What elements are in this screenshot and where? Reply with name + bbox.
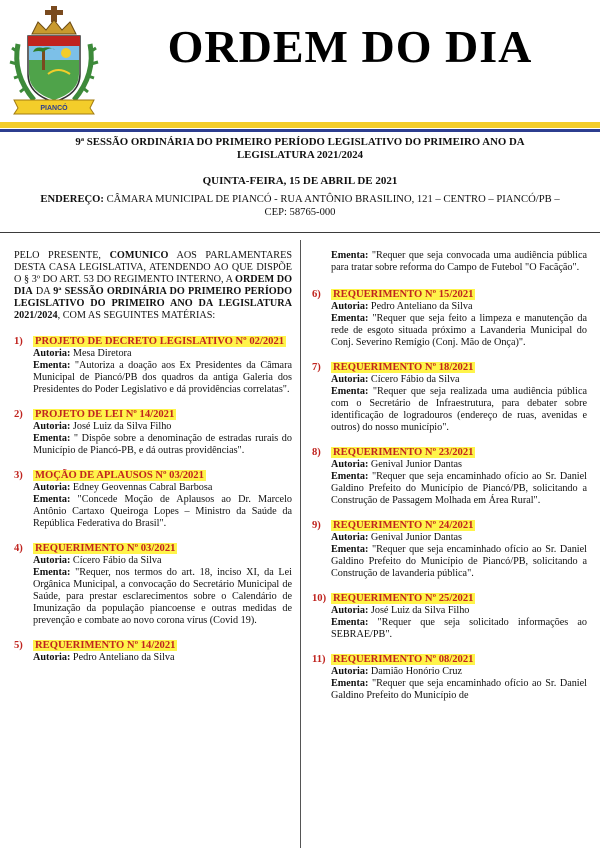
intro-text-1: PELO PRESENTE, xyxy=(14,250,110,261)
intro-paragraph xyxy=(14,250,292,322)
intro-text-4: ORDEM DO DIA xyxy=(14,274,292,297)
address-text: CÂMARA MUNICIPAL DE PIANCÓ - RUA ANTÔNIO BRASILINO, 121 – CENTRO – PIANCÓ/PB – CEP: 58765-000 xyxy=(106,194,560,218)
item-summary: Ementa: "Requer que seja feito a limpeza e manutenção da rede de esgoto situada próximo a Lavanderia Municipal do Conj. Severino Remígio (Conj. Mão de Onça)". xyxy=(331,313,587,348)
right-column xyxy=(312,250,587,714)
agenda-item xyxy=(312,519,587,580)
session-address xyxy=(40,193,560,219)
municipal-crest xyxy=(8,4,100,116)
intro-text-2: COMUNICO xyxy=(109,250,169,261)
item-title: PROJETO DE DECRETO LEGISLATIVO Nº 02/2021 xyxy=(35,336,285,347)
address-label: ENDEREÇO: xyxy=(40,194,104,205)
item-title: PROJETO DE LEI Nº 14/2021 xyxy=(35,409,175,420)
item-author: Autoria: Damião Honório Cruz xyxy=(331,666,463,677)
item-author: Autoria: Pedro Anteliano da Silva xyxy=(331,301,473,312)
item-number: 7) xyxy=(312,362,321,373)
item-summary: Ementa: "Concede Moção de Aplausos ao Dr. Marcelo Antônio Cartaxo Queiroga Lopes – Ministro da Saúde da República Federativa do Brasil". xyxy=(33,494,292,529)
agenda-item xyxy=(312,446,587,507)
session-heading: 9ª SESSÃO ORDINÁRIA DO PRIMEIRO PERÍODO LEGISLATIVO DO PRIMEIRO ANO DA LEGISLATURA 2021/2024 xyxy=(75,136,525,161)
item-summary: Ementa: "Requer que seja encaminhado ofício ao Sr. Daniel Galdino Prefeito do Município de Piancó/PB, solicitando a Construção de lavanderia pública". xyxy=(331,544,587,579)
item-title: REQUERIMENTO Nº 14/2021 xyxy=(35,640,176,651)
item-author: Autoria: José Luiz da Silva Filho xyxy=(331,605,470,616)
intro-text-7: , COM AS SEGUINTES MATÉRIAS: xyxy=(57,310,216,321)
item-number: 2) xyxy=(14,409,23,420)
item-summary: Ementa: "Requer que seja solicitado informações ao SEBRAE/PB". xyxy=(331,617,587,640)
item-title: REQUERIMENTO Nº 03/2021 xyxy=(35,543,176,554)
agenda-item xyxy=(312,288,587,349)
item-title: MOÇÃO DE APLAUSOS Nº 03/2021 xyxy=(35,470,204,481)
item-summary: Ementa: "Requer que seja convocada uma audiência pública para tratar sobre reforma do Campo de Futebol "O Facãção". xyxy=(331,250,588,273)
item-author: Autoria: José Luiz da Silva Filho xyxy=(33,421,172,432)
intro-text-3: AOS PARLAMENTARES DESTA CASA LEGISLATIVA, ATENDENDO AO QUE DISPÕE O § 3º DO ART. 53 DO REGIMENTO INTERNO, A xyxy=(14,250,292,285)
agenda-item xyxy=(312,592,587,641)
crest-emblem xyxy=(8,4,100,116)
header-band-blue xyxy=(0,129,600,132)
item-number: 8) xyxy=(312,447,321,458)
item-summary: Ementa: "Autoriza a doação aos Ex Presidentes da Câmara Municipal de Piancó/PB dos quadros da antiga Galeria dos Presidentes do Poder Legislativo e dá providências correlatas". xyxy=(33,360,292,395)
item-5-continuation xyxy=(312,250,587,274)
header-divider xyxy=(0,232,600,233)
agenda-item xyxy=(14,542,292,627)
item-number: 3) xyxy=(14,470,23,481)
item-summary: Ementa: "Requer que seja encaminhado ofício ao Sr. Daniel Galdino Prefeito do Município de Piancó/PB, solicitando a Construção de Passagem Molhada em Área Rural". xyxy=(331,471,587,506)
item-number: 4) xyxy=(14,543,23,554)
item-title: REQUERIMENTO Nº 08/2021 xyxy=(333,654,474,665)
item-summary: Ementa: "Requer que seja realizada uma audiência pública com o Secretário de Infraestrutura, para debater sobre identificação de logradouros (endereço de ruas, avenidas e outros) do nosso município". xyxy=(331,386,588,433)
item-author: Autoria: Genival Junior Dantas xyxy=(331,459,463,470)
item-author: Autoria: Cícero Fábio da Silva xyxy=(331,374,460,385)
item-title: REQUERIMENTO Nº 18/2021 xyxy=(333,362,474,373)
item-summary: Ementa: " Dispõe sobre a denominação de estradas rurais do Município de Piancó-PB, e dá outras providências". xyxy=(33,433,292,456)
item-number: 6) xyxy=(312,289,321,300)
item-number: 9) xyxy=(312,520,321,531)
left-column xyxy=(14,250,292,676)
agenda-item xyxy=(14,639,292,664)
item-title: REQUERIMENTO Nº 15/2021 xyxy=(333,289,474,300)
svg-text:PIANCÓ: PIANCÓ xyxy=(40,105,68,112)
item-number: 10) xyxy=(312,593,327,604)
item-number: 5) xyxy=(14,640,23,651)
item-title: REQUERIMENTO Nº 24/2021 xyxy=(333,520,474,531)
intro-text-5: DA xyxy=(32,286,54,297)
header-band-yellow xyxy=(0,122,600,128)
item-author: Autoria: Genival Junior Dantas xyxy=(331,532,463,543)
agenda-item xyxy=(14,408,292,457)
agenda-item xyxy=(14,469,292,530)
agenda-item xyxy=(14,335,292,396)
agenda-item xyxy=(312,361,587,434)
intro-text-6: 9ª SESSÃO ORDINÁRIA DO PRIMEIRO PERÍODO LEGISLATIVO DO PRIMEIRO ANO DA LEGISLATURA 2021/2024 xyxy=(14,286,292,321)
session-date: QUINTA-FEIRA, 15 DE ABRIL DE 2021 xyxy=(202,175,398,187)
agenda-item xyxy=(312,653,587,702)
item-summary: Ementa: "Requer que seja encaminhado ofício ao Sr. Daniel Galdino Prefeito do Município de xyxy=(331,678,587,701)
item-number: 11) xyxy=(312,654,326,665)
item-summary: Ementa: "Requer, nos termos do art. 18, inciso XI, da Lei Orgânica Municipal, a convocação do Secretário Municipal de Saúde, para prestar esclarecimentos sobre o Calendário de Imunização da população piancoense e outras medidas de prevenção e combate ao novo corona vírus (Covid 19). xyxy=(33,567,292,626)
page-title: ORDEM DO DIA xyxy=(167,21,533,72)
item-title: REQUERIMENTO Nº 23/2021 xyxy=(333,447,474,458)
column-divider xyxy=(300,240,301,848)
item-author: Autoria: Cícero Fábio da Silva xyxy=(33,555,162,566)
item-author: Autoria: Pedro Anteliano da Silva xyxy=(33,652,175,663)
item-author: Autoria: Edney Geovennas Cabral Barbosa xyxy=(33,482,213,493)
item-number: 1) xyxy=(14,336,23,347)
item-author: Autoria: Mesa Diretora xyxy=(33,348,132,359)
item-title: REQUERIMENTO Nº 25/2021 xyxy=(333,593,474,604)
